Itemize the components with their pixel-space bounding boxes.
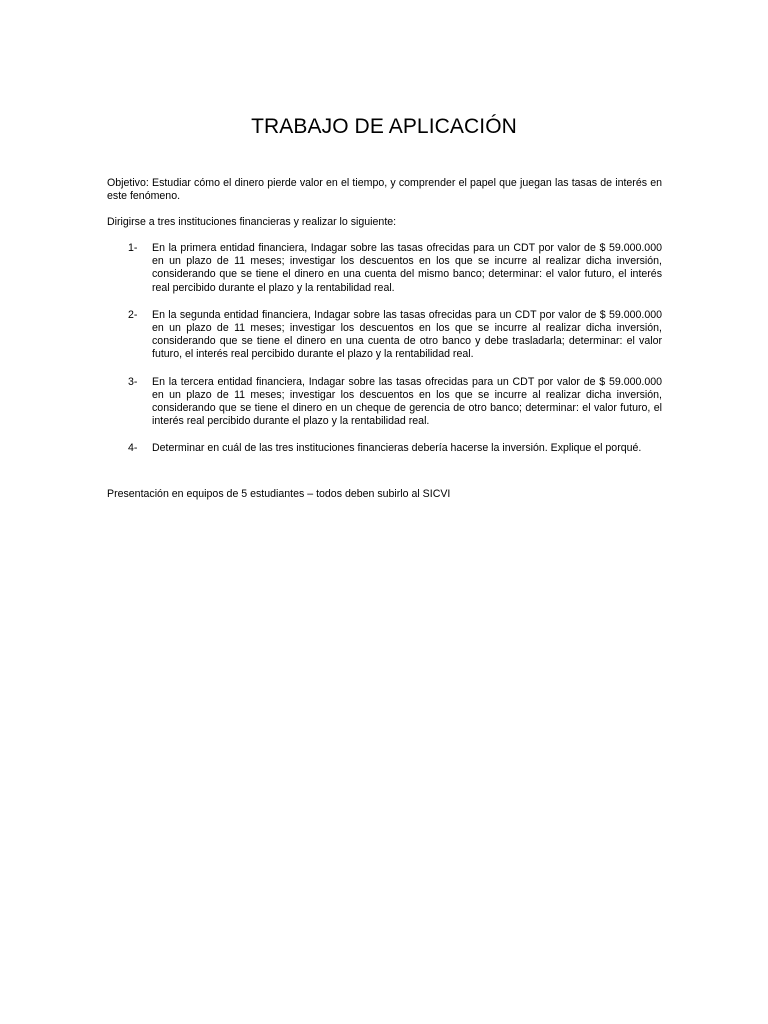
page-title: TRABAJO DE APLICACIÓN	[251, 115, 517, 138]
task-text: En la primera entidad financiera, Indagar sobre las tasas ofrecidas para un CDT por valor de $ 59.000.000 en un plazo de 11 meses; investigar los descuentos en los que se incurre al realizar dicha inversión, considerando que se tiene el dinero en una cuenta del mismo banco; determinar: el valor futuro, el interés real percibido durante el plazo y la rentabilidad real.	[152, 242, 662, 294]
task-item-3	[128, 376, 662, 429]
task-number: 2-	[128, 308, 138, 321]
task-list	[128, 242, 662, 470]
task-number: 4-	[128, 442, 138, 455]
task-text: En la tercera entidad financiera, Indagar sobre las tasas ofrecidas para un CDT por valor de $ 59.000.000 en un plazo de 11 meses; investigar los descuentos en los que se incurre al realizar dicha inversión, considerando que se tiene el dinero en un cheque de gerencia de otro banco; determinar: el valor futuro, el interés real percibido durante el plazo y la rentabilidad real.	[152, 375, 662, 428]
objective-paragraph: Objetivo: Estudiar cómo el dinero pierde valor en el tiempo, y comprender el papel que juegan las tasas de interés en este fenómeno.	[107, 177, 662, 203]
instructions-intro: Dirigirse a tres instituciones financieras y realizar lo siguiente:	[107, 216, 397, 228]
task-text: Determinar en cuál de las tres instituciones financieras debería hacerse la inversión. Explique el porqué.	[152, 442, 642, 455]
task-number: 1-	[128, 242, 138, 254]
presentation-note: Presentación en equipos de 5 estudiantes – todos deben subirlo al SICVI	[107, 488, 451, 500]
task-item-4	[128, 442, 662, 455]
task-item-2	[128, 309, 662, 362]
task-text: En la segunda entidad financiera, Indagar sobre las tasas ofrecidas para un CDT por valor de $ 59.000.000 en un plazo de 11 meses; investigar los descuentos en los que se incurre al realizar dicha inversión, considerando que se tiene el dinero en una cuenta de otro banco y debe trasladarla; determinar: el valor futuro, el interés real percibido durante el plazo y la rentabilidad real.	[152, 308, 662, 361]
task-number: 3-	[128, 375, 138, 388]
task-item-1	[128, 242, 662, 295]
